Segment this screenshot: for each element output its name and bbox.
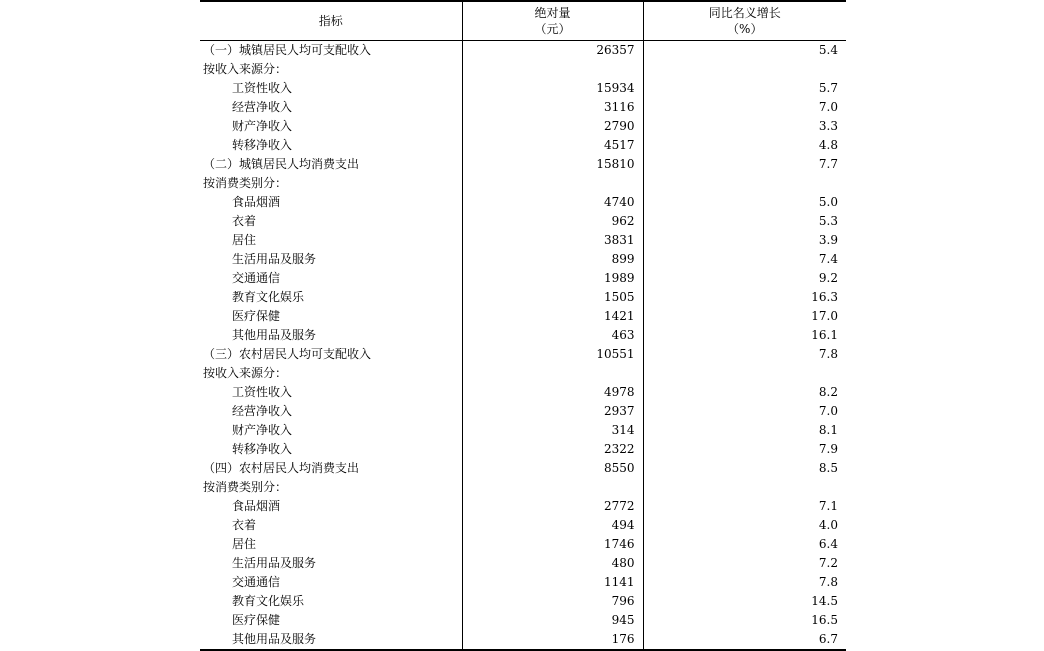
header-indicator: 指标 — [200, 1, 462, 41]
table-row — [200, 60, 846, 79]
row-growth-value: 16.1 — [811, 328, 838, 342]
row-growth-value — [643, 174, 846, 193]
row-label: 食品烟酒 — [200, 193, 462, 212]
row-growth-value: 7.9 — [818, 442, 838, 456]
row-growth-value: 4.0 — [818, 518, 838, 532]
table-row — [200, 573, 846, 592]
row-absolute-value: 4517 — [462, 136, 643, 155]
row-growth-value: 7.8 — [818, 347, 838, 361]
table-row — [200, 155, 846, 174]
row-label: （三）农村居民人均可支配收入 — [200, 345, 462, 364]
table-row — [200, 459, 846, 478]
table-row — [200, 630, 846, 650]
table-row — [200, 516, 846, 535]
row-absolute-value — [462, 174, 643, 193]
row-label: 教育文化娱乐 — [200, 288, 462, 307]
table-row — [200, 98, 846, 117]
row-absolute-value: 1746 — [462, 535, 643, 554]
table-row — [200, 307, 846, 326]
row-absolute-value: 15810 — [462, 155, 643, 174]
table-row — [200, 383, 846, 402]
row-absolute-value: 1989 — [462, 269, 643, 288]
row-absolute-value — [462, 60, 643, 79]
table-row — [200, 345, 846, 364]
row-absolute-value: 962 — [462, 212, 643, 231]
table-row — [200, 174, 846, 193]
table-row — [200, 421, 846, 440]
row-label: 交通通信 — [200, 573, 462, 592]
row-growth-value: 8.1 — [818, 423, 838, 437]
row-label: 衣着 — [200, 212, 462, 231]
table-row — [200, 136, 846, 155]
header-growth-label: 同比名义增长 — [708, 6, 781, 20]
row-label: 按收入来源分： — [200, 364, 462, 383]
table-row — [200, 478, 846, 497]
row-absolute-value: 10551 — [462, 345, 643, 364]
row-growth-value: 8.5 — [818, 461, 838, 475]
header-absolute — [462, 1, 643, 41]
table-row — [200, 231, 846, 250]
row-growth-value: 7.4 — [818, 252, 838, 266]
row-label: 经营净收入 — [200, 402, 462, 421]
table-row — [200, 79, 846, 98]
row-label: 生活用品及服务 — [200, 250, 462, 269]
row-label: 转移净收入 — [200, 440, 462, 459]
row-growth-value: 14.5 — [811, 594, 838, 608]
row-label: （四）农村居民人均消费支出 — [200, 459, 462, 478]
row-absolute-value: 2790 — [462, 117, 643, 136]
row-label: 按收入来源分： — [200, 60, 462, 79]
table-header — [200, 1, 846, 41]
row-label: 教育文化娱乐 — [200, 592, 462, 611]
row-growth-value: 5.4 — [818, 43, 838, 57]
row-growth-value: 8.2 — [818, 385, 838, 399]
row-growth-value: 6.7 — [643, 630, 846, 650]
row-growth-value: 7.1 — [818, 499, 838, 513]
table-row — [200, 117, 846, 136]
row-absolute-value: 8550 — [462, 459, 643, 478]
row-absolute-value: 796 — [462, 592, 643, 611]
row-growth-value: 7.0 — [818, 100, 838, 114]
row-growth-value: 7.0 — [818, 404, 838, 418]
row-label: 衣着 — [200, 516, 462, 535]
row-label: 转移净收入 — [200, 136, 462, 155]
header-absolute-label: 绝对量 — [534, 6, 571, 20]
row-absolute-value: 494 — [462, 516, 643, 535]
row-absolute-value: 945 — [462, 611, 643, 630]
header-absolute-unit: （元） — [534, 22, 571, 36]
row-label: 医疗保健 — [200, 307, 462, 326]
row-label: 工资性收入 — [200, 383, 462, 402]
row-label: 按消费类别分： — [200, 478, 462, 497]
row-label: （二）城镇居民人均消费支出 — [200, 155, 462, 174]
row-label: 生活用品及服务 — [200, 554, 462, 573]
row-growth-value: 9.2 — [818, 271, 838, 285]
row-absolute-value: 2772 — [462, 497, 643, 516]
row-growth-value — [643, 478, 846, 497]
row-growth-value: 3.3 — [818, 119, 838, 133]
row-growth-value: 7.7 — [818, 157, 838, 171]
row-growth-value: 7.8 — [818, 575, 838, 589]
table-row — [200, 41, 846, 61]
row-absolute-value: 480 — [462, 554, 643, 573]
row-absolute-value: 3116 — [462, 98, 643, 117]
row-label: 财产净收入 — [200, 421, 462, 440]
row-growth-value: 16.5 — [811, 613, 838, 627]
table-row — [200, 250, 846, 269]
row-absolute-value: 26357 — [462, 41, 643, 61]
table-row — [200, 440, 846, 459]
row-absolute-value: 2322 — [462, 440, 643, 459]
row-label: 财产净收入 — [200, 117, 462, 136]
row-label: 居住 — [200, 535, 462, 554]
row-label: 居住 — [200, 231, 462, 250]
row-absolute-value: 1421 — [462, 307, 643, 326]
row-growth-value — [643, 60, 846, 79]
row-growth-value: 5.0 — [818, 195, 838, 209]
row-absolute-value — [462, 364, 643, 383]
table-row — [200, 269, 846, 288]
row-absolute-value: 1505 — [462, 288, 643, 307]
row-absolute-value: 4740 — [462, 193, 643, 212]
row-absolute-value: 2937 — [462, 402, 643, 421]
header-growth — [643, 1, 846, 41]
table-row — [200, 212, 846, 231]
row-label: 医疗保健 — [200, 611, 462, 630]
table-row — [200, 497, 846, 516]
table-row — [200, 364, 846, 383]
row-absolute-value: 899 — [462, 250, 643, 269]
table-row — [200, 611, 846, 630]
table-row — [200, 592, 846, 611]
row-absolute-value: 3831 — [462, 231, 643, 250]
table-row — [200, 535, 846, 554]
row-absolute-value: 4978 — [462, 383, 643, 402]
row-absolute-value: 314 — [462, 421, 643, 440]
table-row — [200, 326, 846, 345]
row-absolute-value — [462, 478, 643, 497]
row-absolute-value: 1141 — [462, 573, 643, 592]
row-label: 交通通信 — [200, 269, 462, 288]
row-label: （一）城镇居民人均可支配收入 — [200, 41, 462, 61]
row-growth-value: 5.3 — [818, 214, 838, 228]
row-absolute-value: 176 — [462, 630, 643, 650]
row-label: 工资性收入 — [200, 79, 462, 98]
row-label: 经营净收入 — [200, 98, 462, 117]
row-label: 按消费类别分： — [200, 174, 462, 193]
row-growth-value: 16.3 — [811, 290, 838, 304]
row-growth-value: 17.0 — [811, 309, 838, 323]
table-row — [200, 554, 846, 573]
row-growth-value: 5.7 — [818, 81, 838, 95]
row-growth-value — [643, 364, 846, 383]
table-row — [200, 288, 846, 307]
row-growth-value: 7.2 — [818, 556, 838, 570]
row-absolute-value: 15934 — [462, 79, 643, 98]
row-growth-value: 6.4 — [818, 537, 838, 551]
table-body — [200, 41, 846, 651]
income-consumption-table — [200, 0, 846, 651]
row-absolute-value: 463 — [462, 326, 643, 345]
row-label: 其他用品及服务 — [200, 630, 462, 650]
table-row — [200, 402, 846, 421]
row-growth-value: 3.9 — [818, 233, 838, 247]
statistics-table-container — [200, 0, 846, 651]
header-growth-unit: （%） — [727, 22, 763, 36]
row-label: 食品烟酒 — [200, 497, 462, 516]
table-row — [200, 193, 846, 212]
row-growth-value: 4.8 — [818, 138, 838, 152]
row-label: 其他用品及服务 — [200, 326, 462, 345]
